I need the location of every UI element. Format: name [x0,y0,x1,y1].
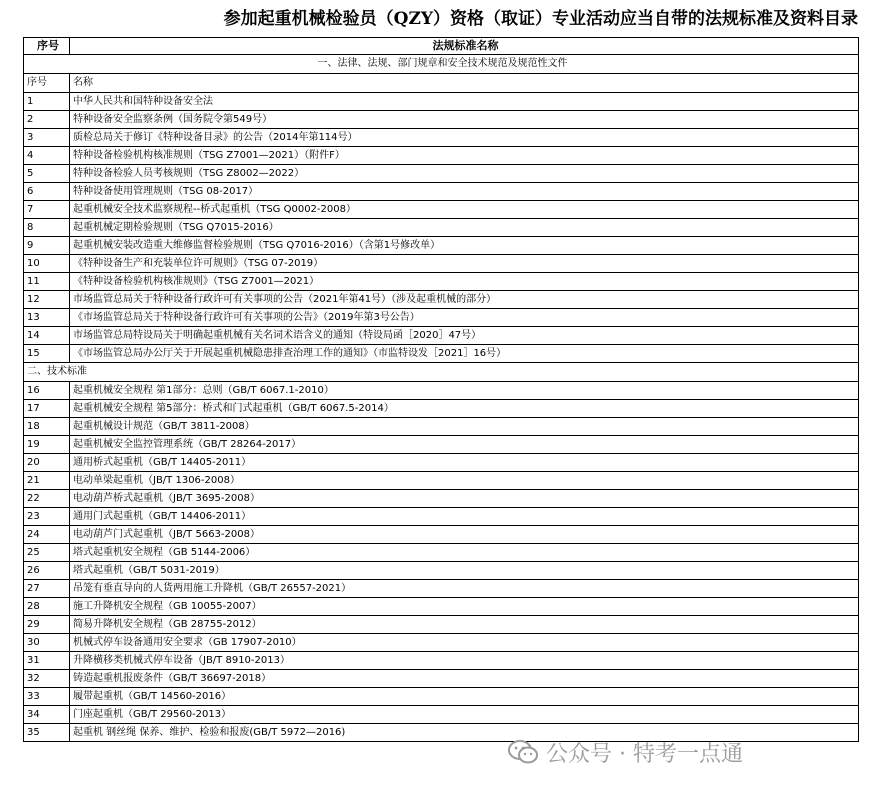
table-row [24,255,859,273]
watermark-text: 公众号 · 特考一点通 [546,741,743,767]
table-row [24,436,859,454]
table-row [24,201,859,219]
row-name: 吊笼有垂直导向的人货两用施工升降机（GB/T 26557-2021） [70,580,859,598]
row-number: 26 [24,562,70,580]
row-number: 15 [24,345,70,363]
table-row [24,291,859,309]
table-row [24,652,859,670]
table-row [24,111,859,129]
row-number: 7 [24,201,70,219]
document-title: 参加起重机械检验员（QZY）资格（取证）专业活动应当自带的法规标准及资料目录 [223,9,858,29]
table-row [24,544,859,562]
table-row [24,418,859,436]
row-name: 铸造起重机报废条件（GB/T 36697-2018） [70,670,859,688]
table-row [24,580,859,598]
row-name: 中华人民共和国特种设备安全法 [70,93,859,111]
row-name: 塔式起重机（GB/T 5031-2019） [70,562,859,580]
row-name: 机械式停车设备通用安全要求（GB 17907-2010） [70,634,859,652]
row-name: 起重机 钢丝绳 保养、维护、检验和报废(GB/T 5972—2016) [70,724,859,742]
row-name: 起重机械安全规程 第1部分：总则（GB/T 6067.1-2010） [70,382,859,400]
table-row [24,598,859,616]
header-no: 序号 [24,38,70,55]
table-row [24,562,859,580]
row-number: 28 [24,598,70,616]
row-name: 质检总局关于修订《特种设备目录》的公告（2014年第114号） [70,129,859,147]
table-row [24,454,859,472]
row-number: 9 [24,237,70,255]
regulations-table [23,37,859,742]
row-number: 27 [24,580,70,598]
row-name: 履带起重机（GB/T 14560-2016） [70,688,859,706]
row-number: 5 [24,165,70,183]
section-heading-row [24,55,859,74]
row-number: 34 [24,706,70,724]
row-number: 29 [24,616,70,634]
column-label-name: 名称 [70,74,859,93]
table-row [24,129,859,147]
row-number: 11 [24,273,70,291]
row-name: 塔式起重机安全规程（GB 5144-2006） [70,544,859,562]
row-name: 市场监管总局特设局关于明确起重机械有关名词术语含义的通知（特设局函［2020］47号） [70,327,859,345]
row-name: 简易升降机安全规程（GB 28755-2012） [70,616,859,634]
row-number: 18 [24,418,70,436]
table-header-row [24,38,859,55]
row-name: 起重机械安全规程 第5部分：桥式和门式起重机（GB/T 6067.5-2014） [70,400,859,418]
row-name: 起重机械安全监控管理系统（GB/T 28264-2017） [70,436,859,454]
row-number: 14 [24,327,70,345]
row-name: 市场监管总局关于特种设备行政许可有关事项的公告（2021年第41号）（涉及起重机械的部分） [70,291,859,309]
row-number: 17 [24,400,70,418]
row-number: 22 [24,490,70,508]
table-row [24,183,859,201]
row-name: 起重机械设计规范（GB/T 3811-2008） [70,418,859,436]
row-name: 施工升降机安全规程（GB 10055-2007） [70,598,859,616]
row-name: 特种设备检验机构核准规则（TSG Z7001—2021）（附件F） [70,147,859,165]
row-name: 《市场监管总局办公厅关于开展起重机械隐患排查治理工作的通知》（市监特设发［2021］16号） [70,345,859,363]
row-number: 33 [24,688,70,706]
row-name: 升降横移类机械式停车设备（JB/T 8910-2013） [70,652,859,670]
table-row [24,400,859,418]
row-name: 特种设备使用管理规则（TSG 08-2017） [70,183,859,201]
table-row [24,327,859,345]
row-number: 4 [24,147,70,165]
watermark [508,735,743,769]
row-name: 通用桥式起重机（GB/T 14405-2011） [70,454,859,472]
row-name: 起重机械安装改造重大维修监督检验规则（TSG Q7016-2016）（含第1号修改单） [70,237,859,255]
row-number: 8 [24,219,70,237]
row-name: 《特种设备生产和充装单位许可规则》（TSG 07-2019） [70,255,859,273]
row-number: 10 [24,255,70,273]
section-1-heading: 一、法律、法规、部门规章和安全技术规范及规范性文件 [24,55,859,74]
row-number: 24 [24,526,70,544]
table-row [24,345,859,363]
row-name: 电动单梁起重机（JB/T 1306-2008） [70,472,859,490]
row-number: 16 [24,382,70,400]
row-name: 《特种设备检验机构核准规则》（TSG Z7001—2021） [70,273,859,291]
row-number: 31 [24,652,70,670]
row-number: 23 [24,508,70,526]
row-number: 20 [24,454,70,472]
section-2-heading: 二、技术标准 [24,363,859,382]
row-number: 32 [24,670,70,688]
table-row [24,670,859,688]
row-name: 特种设备安全监察条例（国务院令第549号） [70,111,859,129]
wechat-icon [508,739,538,765]
table-row [24,508,859,526]
row-number: 19 [24,436,70,454]
column-label-no: 序号 [24,74,70,93]
row-name: 特种设备检验人员考核规则（TSG Z8002—2022） [70,165,859,183]
table-row [24,616,859,634]
table-row [24,219,859,237]
table-row [24,165,859,183]
row-name: 电动葫芦桥式起重机（JB/T 3695-2008） [70,490,859,508]
row-number: 21 [24,472,70,490]
row-number: 2 [24,111,70,129]
row-number: 35 [24,724,70,742]
row-number: 3 [24,129,70,147]
table-row [24,688,859,706]
row-name: 《市场监管总局关于特种设备行政许可有关事项的公告》（2019年第3号公告） [70,309,859,327]
table-row [24,472,859,490]
row-name: 门座起重机（GB/T 29560-2013） [70,706,859,724]
column-label-row [24,74,859,93]
table-row [24,93,859,111]
table-row [24,706,859,724]
table-row [24,309,859,327]
row-number: 1 [24,93,70,111]
row-number: 13 [24,309,70,327]
header-name: 法规标准名称 [70,38,859,55]
row-name: 电动葫芦门式起重机（JB/T 5663-2008） [70,526,859,544]
row-name: 起重机械定期检验规则（TSG Q7015-2016） [70,219,859,237]
table-row [24,634,859,652]
table-row [24,382,859,400]
table-row [24,147,859,165]
table-row [24,526,859,544]
row-number: 30 [24,634,70,652]
row-number: 12 [24,291,70,309]
row-number: 6 [24,183,70,201]
section-heading-row [24,363,859,382]
table-row [24,273,859,291]
row-number: 25 [24,544,70,562]
table-row [24,237,859,255]
row-name: 通用门式起重机（GB/T 14406-2011） [70,508,859,526]
row-name: 起重机械安全技术监察规程--桥式起重机（TSG Q0002-2008） [70,201,859,219]
table-row [24,490,859,508]
